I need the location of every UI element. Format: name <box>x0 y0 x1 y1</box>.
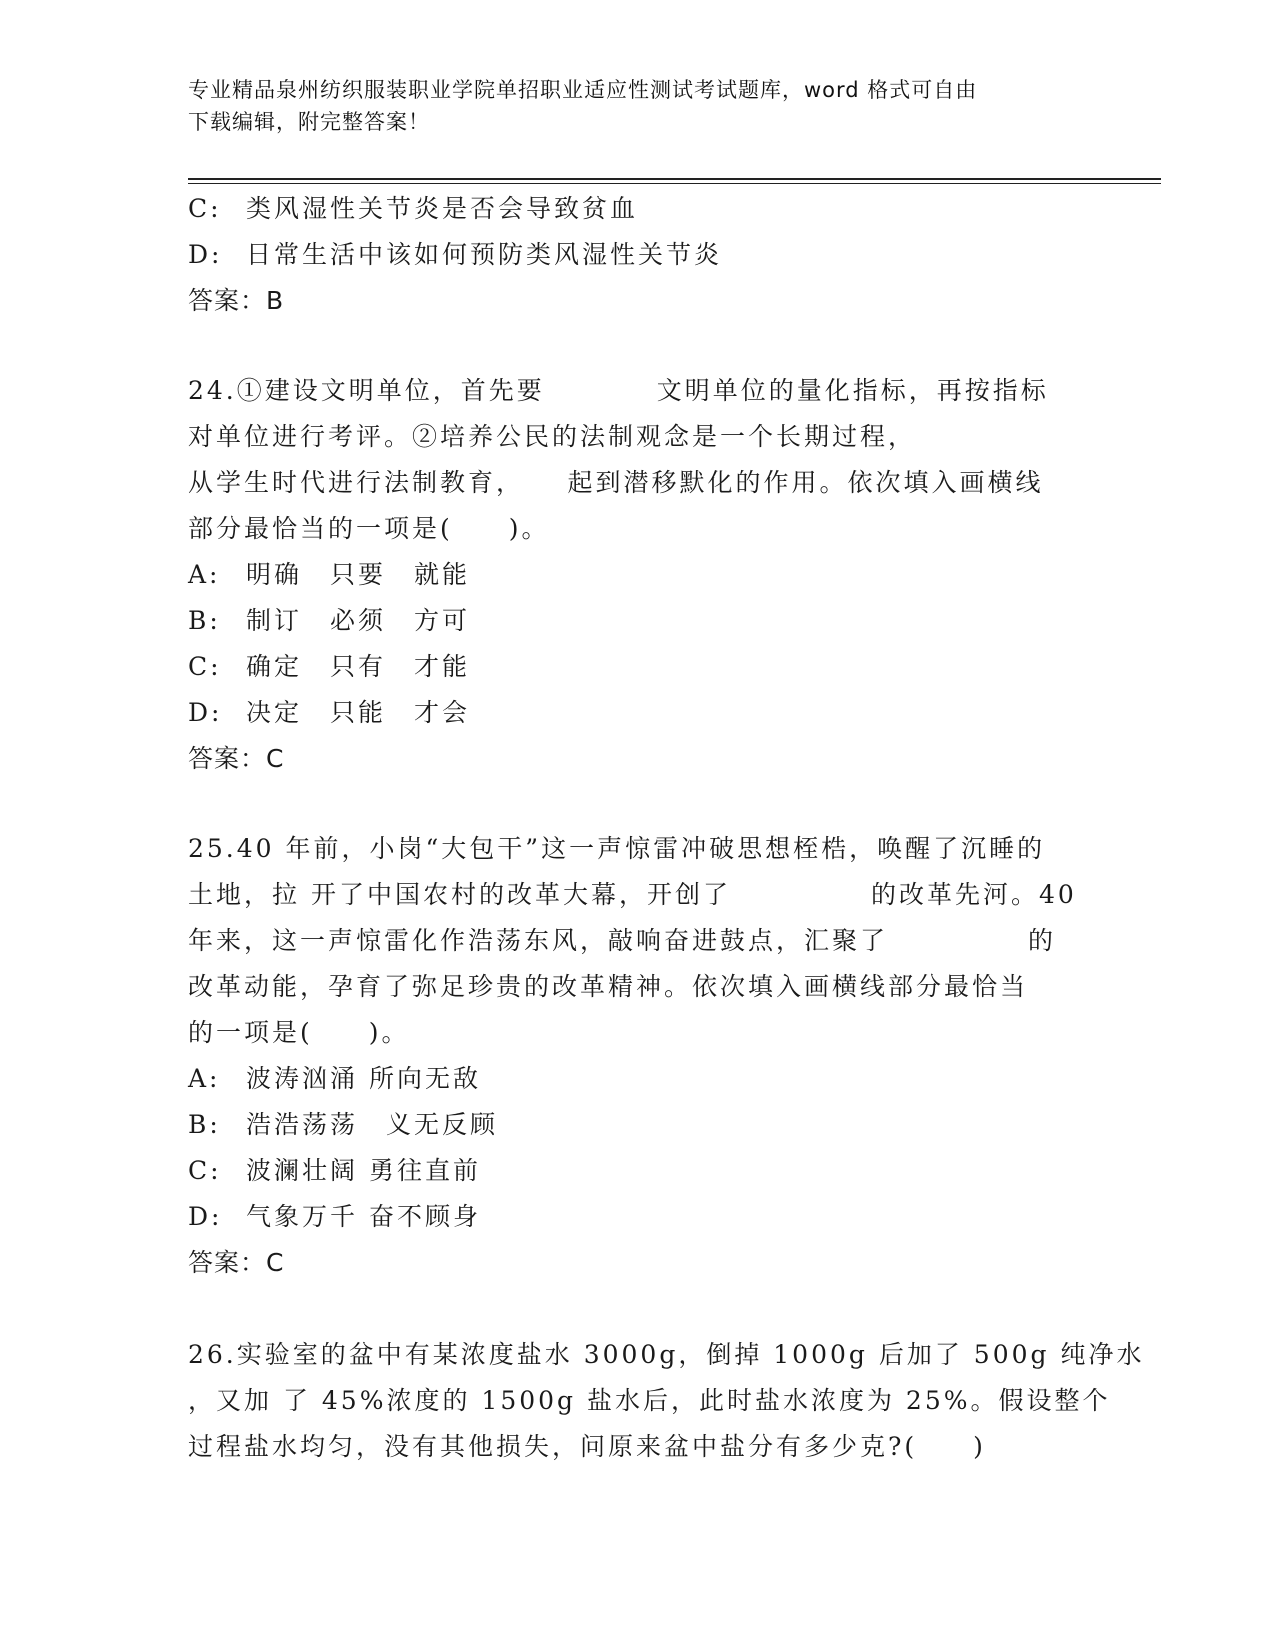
option-letter: D: <box>188 698 223 727</box>
option-text: 气象万千 奋不顾身 <box>246 1202 481 1231</box>
option-letter: A: <box>188 1064 221 1093</box>
question-text-line: 从学生时代进行法制教育， 起到潜移默化的作用。依次填入画横线 <box>188 468 1044 497</box>
question-text-line: 的一项是( )。 <box>188 1018 410 1047</box>
question-text-line: 24.①建设文明单位，首先要 文明单位的量化指标，再按指标 <box>188 376 1049 405</box>
option-text: 确定 只有 才能 <box>246 652 471 681</box>
question-23 <box>188 186 1088 324</box>
option-letter: A: <box>188 560 221 589</box>
question-25 <box>188 826 1088 1286</box>
question-text-line: 部分最恰当的一项是( )。 <box>188 514 550 543</box>
option-text: 决定 只能 才会 <box>246 698 471 727</box>
option-text: 波涛汹涌 所向无敌 <box>246 1064 481 1093</box>
question-body <box>188 186 1145 1470</box>
option-c <box>188 644 1088 690</box>
option-letter: C: <box>188 194 222 223</box>
option-b <box>188 1102 1088 1148</box>
option-b <box>188 598 1088 644</box>
option-c <box>188 186 1088 232</box>
option-text: 制订 必须 方可 <box>246 606 471 635</box>
option-letter: B: <box>188 1110 221 1139</box>
question-text-line: 年来，这一声惊雷化作浩荡东风，敲响奋进鼓点，汇聚了 的 <box>188 926 1057 955</box>
question-text-line: 25.40 年前，小岗“大包干”这一声惊雷冲破思想桎梏，唤醒了沉睡的 <box>188 834 1046 863</box>
answer-line: 答案：B <box>188 286 285 315</box>
option-letter: C: <box>188 652 222 681</box>
option-text: 日常生活中该如何预防类风湿性关节炎 <box>246 240 723 269</box>
option-a <box>188 552 1088 598</box>
question-text-line: 过程盐水均匀，没有其他损失，问原来盆中盐分有多少克?( ) <box>188 1432 986 1461</box>
question-26 <box>188 1332 1145 1470</box>
question-text-line: 土地，拉 开了中国农村的改革大幕，开创了 的改革先河。40 <box>188 880 1077 909</box>
option-a <box>188 1056 1088 1102</box>
question-24 <box>188 368 1088 782</box>
option-letter: B: <box>188 606 221 635</box>
header-line-2: 下载编辑，附完整答案！ <box>188 110 430 134</box>
header-rule-thick <box>188 178 1161 180</box>
option-letter: D: <box>188 1202 223 1231</box>
option-letter: C: <box>188 1156 222 1185</box>
option-d <box>188 232 1088 278</box>
header-rule-thin <box>188 183 1161 184</box>
option-d <box>188 690 1088 736</box>
option-text: 类风湿性关节炎是否会导致贫血 <box>246 194 639 223</box>
option-letter: D: <box>188 240 223 269</box>
option-text: 明确 只要 就能 <box>246 560 471 589</box>
question-text-line: 26.实验室的盆中有某浓度盐水 3000g，倒掉 1000g 后加了 500g 纯净水 <box>188 1340 1145 1369</box>
option-d <box>188 1194 1088 1240</box>
header-line-1: 专业精品泉州纺织服装职业学院单招职业适应性测试考试题库，word 格式可自由 <box>188 78 978 102</box>
answer-line: 答案：C <box>188 1248 285 1277</box>
option-text: 波澜壮阔 勇往直前 <box>246 1156 481 1185</box>
option-c <box>188 1148 1088 1194</box>
question-text-line: 对单位进行考评。②培养公民的法制观念是一个长期过程， <box>188 422 917 451</box>
option-text: 浩浩荡荡 义无反顾 <box>246 1110 499 1139</box>
question-text-line: ，又加 了 45%浓度的 1500g 盐水后，此时盐水浓度为 25%。假设整个 <box>188 1386 1111 1415</box>
page-header <box>188 74 1068 138</box>
answer-line: 答案：C <box>188 744 285 773</box>
question-text-line: 改革动能，孕育了弥足珍贵的改革精神。依次填入画横线部分最恰当 <box>188 972 1029 1001</box>
